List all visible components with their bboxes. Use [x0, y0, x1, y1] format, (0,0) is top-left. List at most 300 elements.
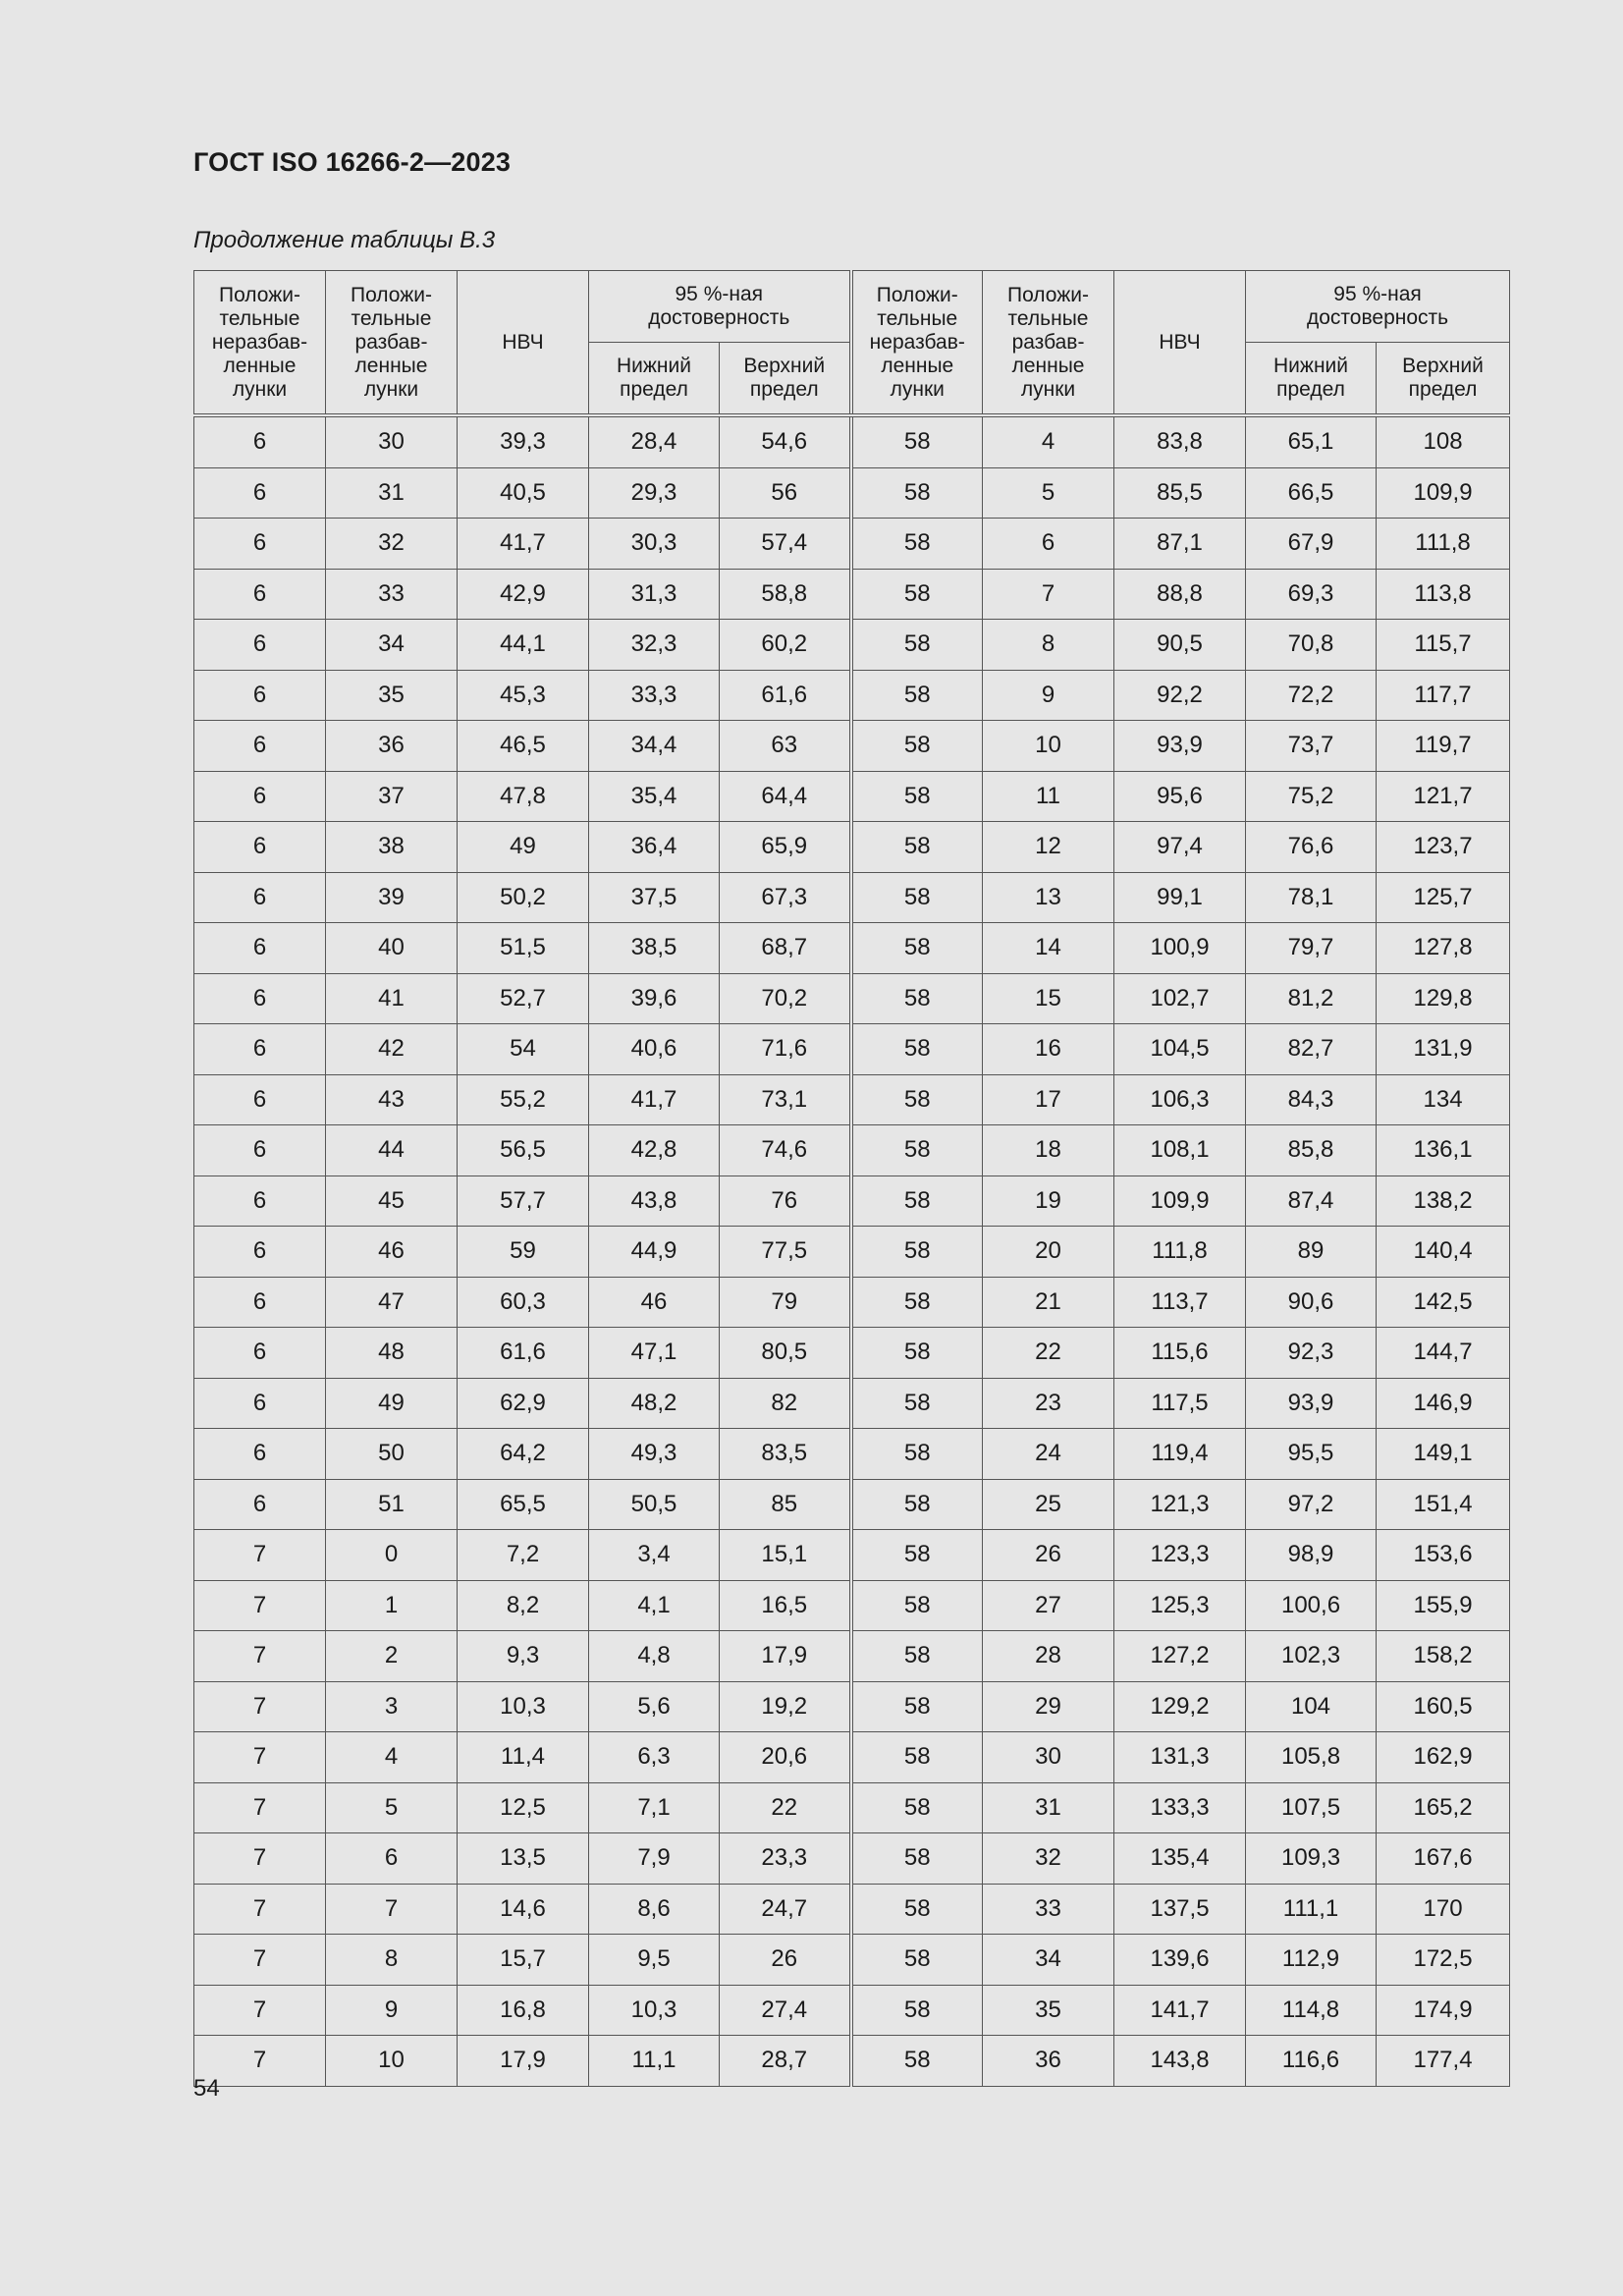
table-cell: 62,9 — [458, 1378, 589, 1429]
table-cell: 113,8 — [1377, 569, 1510, 620]
table-cell: 29 — [983, 1681, 1114, 1732]
table-cell: 137,5 — [1114, 1884, 1246, 1935]
table-cell: 75,2 — [1246, 771, 1377, 822]
table-cell: 16 — [983, 1024, 1114, 1075]
table-cell: 50 — [326, 1429, 458, 1480]
table-cell: 172,5 — [1377, 1935, 1510, 1986]
table-cell: 93,9 — [1246, 1378, 1377, 1429]
table-cell: 125,7 — [1377, 872, 1510, 923]
header-diluted-wells-2: Положи- тельные разбав- ленные лунки — [983, 271, 1114, 416]
table-cell: 6 — [194, 1429, 326, 1480]
table-cell: 7 — [194, 1985, 326, 2036]
table-cell: 31 — [983, 1782, 1114, 1833]
table-cell: 34 — [326, 620, 458, 671]
table-row — [194, 467, 1510, 519]
table-cell: 7 — [194, 1833, 326, 1885]
table-cell: 10 — [983, 721, 1114, 772]
table-row — [194, 1125, 1510, 1176]
table-cell: 85,5 — [1114, 467, 1246, 519]
table-cell: 7,2 — [458, 1530, 589, 1581]
table-cell: 12 — [983, 822, 1114, 873]
table-cell: 8,2 — [458, 1580, 589, 1631]
table-cell: 58 — [851, 1277, 983, 1328]
table-cell: 64,4 — [720, 771, 851, 822]
table-cell: 74,6 — [720, 1125, 851, 1176]
table-cell: 23 — [983, 1378, 1114, 1429]
table-cell: 6 — [194, 1227, 326, 1278]
table-cell: 104 — [1246, 1681, 1377, 1732]
table-cell: 61,6 — [720, 670, 851, 721]
table-cell: 58 — [851, 822, 983, 873]
table-row — [194, 1833, 1510, 1885]
table-cell: 131,9 — [1377, 1024, 1510, 1075]
table-cell: 58 — [851, 1074, 983, 1125]
table-cell: 7,9 — [589, 1833, 720, 1885]
table-cell: 54 — [458, 1024, 589, 1075]
table-row — [194, 822, 1510, 873]
table-cell: 49 — [458, 822, 589, 873]
table-row — [194, 519, 1510, 570]
table-body — [194, 415, 1510, 2086]
table-row — [194, 1024, 1510, 1075]
table-cell: 6 — [194, 620, 326, 671]
table-cell: 7 — [194, 1631, 326, 1682]
table-cell: 6 — [194, 1328, 326, 1379]
table-row — [194, 620, 1510, 671]
table-cell: 7 — [194, 2036, 326, 2087]
table-cell: 41,7 — [589, 1074, 720, 1125]
table-cell: 84,3 — [1246, 1074, 1377, 1125]
table-row — [194, 1479, 1510, 1530]
table-cell: 6 — [194, 973, 326, 1024]
table-cell: 123,3 — [1114, 1530, 1246, 1581]
table-cell: 58 — [851, 1884, 983, 1935]
table-cell: 127,2 — [1114, 1631, 1246, 1682]
table-row — [194, 670, 1510, 721]
table-cell: 50,2 — [458, 872, 589, 923]
table-cell: 131,3 — [1114, 1732, 1246, 1783]
table-cell: 19 — [983, 1175, 1114, 1227]
table-cell: 77,5 — [720, 1227, 851, 1278]
header-undiluted-wells-2: Положи- тельные неразбав- ленные лунки — [851, 271, 983, 416]
table-cell: 39,3 — [458, 415, 589, 467]
table-cell: 20,6 — [720, 1732, 851, 1783]
table-cell: 67,3 — [720, 872, 851, 923]
table-cell: 111,8 — [1377, 519, 1510, 570]
table-cell: 27 — [983, 1580, 1114, 1631]
table-cell: 40 — [326, 923, 458, 974]
table-cell: 37,5 — [589, 872, 720, 923]
table-cell: 6 — [194, 519, 326, 570]
table-cell: 8,6 — [589, 1884, 720, 1935]
table-row — [194, 872, 1510, 923]
table-cell: 32 — [983, 1833, 1114, 1885]
table-cell: 7,1 — [589, 1782, 720, 1833]
table-cell: 6 — [194, 1175, 326, 1227]
table-cell: 46 — [589, 1277, 720, 1328]
table-cell: 22 — [983, 1328, 1114, 1379]
table-cell: 30,3 — [589, 519, 720, 570]
header-undiluted-wells: Положи- тельные неразбав- ленные лунки — [194, 271, 326, 416]
table-cell: 42,9 — [458, 569, 589, 620]
table-cell: 65,1 — [1246, 415, 1377, 467]
table-cell: 107,5 — [1246, 1782, 1377, 1833]
table-cell: 7 — [194, 1530, 326, 1581]
table-cell: 73,1 — [720, 1074, 851, 1125]
table-row — [194, 415, 1510, 467]
table-cell: 42 — [326, 1024, 458, 1075]
table-cell: 48 — [326, 1328, 458, 1379]
table-cell: 5 — [326, 1782, 458, 1833]
table-cell: 11,4 — [458, 1732, 589, 1783]
table-cell: 140,4 — [1377, 1227, 1510, 1278]
table-cell: 60,3 — [458, 1277, 589, 1328]
table-cell: 58 — [851, 1227, 983, 1278]
table-cell: 87,4 — [1246, 1175, 1377, 1227]
table-cell: 70,2 — [720, 973, 851, 1024]
table-cell: 6 — [194, 721, 326, 772]
mpn-table — [193, 270, 1510, 2087]
table-cell: 6 — [194, 872, 326, 923]
table-cell: 37 — [326, 771, 458, 822]
header-upper-limit-2: Верхний предел — [1377, 343, 1510, 416]
table-cell: 117,7 — [1377, 670, 1510, 721]
table-cell: 58 — [851, 467, 983, 519]
table-cell: 7 — [194, 1884, 326, 1935]
table-cell: 58 — [851, 923, 983, 974]
table-cell: 51,5 — [458, 923, 589, 974]
table-cell: 6 — [194, 1024, 326, 1075]
table-row — [194, 771, 1510, 822]
table-cell: 97,2 — [1246, 1479, 1377, 1530]
table-cell: 111,1 — [1246, 1884, 1377, 1935]
table-cell: 79 — [720, 1277, 851, 1328]
table-cell: 56,5 — [458, 1125, 589, 1176]
table-cell: 7 — [194, 1681, 326, 1732]
table-cell: 4,1 — [589, 1580, 720, 1631]
table-cell: 6 — [194, 822, 326, 873]
table-cell: 36 — [326, 721, 458, 772]
table-cell: 13,5 — [458, 1833, 589, 1885]
table-cell: 102,3 — [1246, 1631, 1377, 1682]
table-cell: 6,3 — [589, 1732, 720, 1783]
table-cell: 58,8 — [720, 569, 851, 620]
table-cell: 146,9 — [1377, 1378, 1510, 1429]
table-row — [194, 721, 1510, 772]
table-cell: 58 — [851, 1378, 983, 1429]
table-cell: 133,3 — [1114, 1782, 1246, 1833]
table-cell: 40,6 — [589, 1024, 720, 1075]
table-cell: 58 — [851, 973, 983, 1024]
table-cell: 58 — [851, 1782, 983, 1833]
table-cell: 27,4 — [720, 1985, 851, 2036]
header-mpn: НВЧ — [458, 271, 589, 416]
table-cell: 90,6 — [1246, 1277, 1377, 1328]
table-row — [194, 2036, 1510, 2087]
table-cell: 129,2 — [1114, 1681, 1246, 1732]
table-cell: 45 — [326, 1175, 458, 1227]
table-cell: 102,7 — [1114, 973, 1246, 1024]
table-cell: 11,1 — [589, 2036, 720, 2087]
table-cell: 8 — [326, 1935, 458, 1986]
table-cell: 28,4 — [589, 415, 720, 467]
table-cell: 29,3 — [589, 467, 720, 519]
table-cell: 97,4 — [1114, 822, 1246, 873]
table-cell: 32,3 — [589, 620, 720, 671]
table-cell: 92,3 — [1246, 1328, 1377, 1379]
table-cell: 26 — [983, 1530, 1114, 1581]
table-cell: 162,9 — [1377, 1732, 1510, 1783]
table-cell: 93,9 — [1114, 721, 1246, 772]
table-cell: 0 — [326, 1530, 458, 1581]
table-cell: 61,6 — [458, 1328, 589, 1379]
table-cell: 3,4 — [589, 1530, 720, 1581]
table-cell: 39,6 — [589, 973, 720, 1024]
table-cell: 100,9 — [1114, 923, 1246, 974]
table-row — [194, 1732, 1510, 1783]
table-cell: 58 — [851, 1175, 983, 1227]
table-cell: 44,9 — [589, 1227, 720, 1278]
table-cell: 72,2 — [1246, 670, 1377, 721]
table-cell: 85 — [720, 1479, 851, 1530]
table-cell: 1 — [326, 1580, 458, 1631]
table-row — [194, 1884, 1510, 1935]
table-cell: 153,6 — [1377, 1530, 1510, 1581]
table-cell: 98,9 — [1246, 1530, 1377, 1581]
table-cell: 119,7 — [1377, 721, 1510, 772]
table-cell: 14 — [983, 923, 1114, 974]
table-cell: 47,1 — [589, 1328, 720, 1379]
table-cell: 73,7 — [1246, 721, 1377, 772]
table-cell: 58 — [851, 415, 983, 467]
table-row — [194, 923, 1510, 974]
table-cell: 104,5 — [1114, 1024, 1246, 1075]
table-cell: 20 — [983, 1227, 1114, 1278]
table-cell: 144,7 — [1377, 1328, 1510, 1379]
table-cell: 109,3 — [1246, 1833, 1377, 1885]
table-cell: 6 — [194, 467, 326, 519]
table-cell: 12,5 — [458, 1782, 589, 1833]
table-cell: 15,7 — [458, 1935, 589, 1986]
table-cell: 9,5 — [589, 1935, 720, 1986]
table-cell: 17,9 — [720, 1631, 851, 1682]
table-cell: 13 — [983, 872, 1114, 923]
table-cell: 109,9 — [1114, 1175, 1246, 1227]
table-cell: 58 — [851, 721, 983, 772]
table-row — [194, 1530, 1510, 1581]
table-cell: 35 — [983, 1985, 1114, 2036]
table-cell: 43 — [326, 1074, 458, 1125]
table-cell: 6 — [983, 519, 1114, 570]
table-cell: 41,7 — [458, 519, 589, 570]
table-cell: 106,3 — [1114, 1074, 1246, 1125]
table-cell: 158,2 — [1377, 1631, 1510, 1682]
table-cell: 39 — [326, 872, 458, 923]
table-cell: 41 — [326, 973, 458, 1024]
table-cell: 80,5 — [720, 1328, 851, 1379]
table-cell: 58 — [851, 569, 983, 620]
table-cell: 115,6 — [1114, 1328, 1246, 1379]
table-row — [194, 1328, 1510, 1379]
table-cell: 6 — [194, 569, 326, 620]
table-cell: 44,1 — [458, 620, 589, 671]
table-cell: 18 — [983, 1125, 1114, 1176]
table-cell: 116,6 — [1246, 2036, 1377, 2087]
table-cell: 49,3 — [589, 1429, 720, 1480]
table-cell: 34,4 — [589, 721, 720, 772]
table-cell: 114,8 — [1246, 1985, 1377, 2036]
table-cell: 9 — [326, 1985, 458, 2036]
table-cell: 6 — [194, 923, 326, 974]
table-cell: 129,8 — [1377, 973, 1510, 1024]
table-cell: 63 — [720, 721, 851, 772]
table-cell: 136,1 — [1377, 1125, 1510, 1176]
table-cell: 31 — [326, 467, 458, 519]
table-cell: 70,8 — [1246, 620, 1377, 671]
table-cell: 42,8 — [589, 1125, 720, 1176]
table-cell: 28 — [983, 1631, 1114, 1682]
table-cell: 4 — [983, 415, 1114, 467]
table-row — [194, 1429, 1510, 1480]
table-cell: 65,5 — [458, 1479, 589, 1530]
table-cell: 100,6 — [1246, 1580, 1377, 1631]
table-cell: 123,7 — [1377, 822, 1510, 873]
table-cell: 111,8 — [1114, 1227, 1246, 1278]
table-caption: Продолжение таблицы В.3 — [193, 227, 496, 253]
table-cell: 10,3 — [589, 1985, 720, 2036]
table-cell: 82,7 — [1246, 1024, 1377, 1075]
table-cell: 58 — [851, 1580, 983, 1631]
table-cell: 48,2 — [589, 1378, 720, 1429]
table-cell: 79,7 — [1246, 923, 1377, 974]
table-row — [194, 1074, 1510, 1125]
table-cell: 7 — [194, 1935, 326, 1986]
table-cell: 58 — [851, 1985, 983, 2036]
table-cell: 4 — [326, 1732, 458, 1783]
table-cell: 105,8 — [1246, 1732, 1377, 1783]
table-cell: 76 — [720, 1175, 851, 1227]
table-cell: 46 — [326, 1227, 458, 1278]
table-cell: 81,2 — [1246, 973, 1377, 1024]
table-cell: 22 — [720, 1782, 851, 1833]
table-cell: 9 — [983, 670, 1114, 721]
table-row — [194, 973, 1510, 1024]
table-row — [194, 1175, 1510, 1227]
table-cell: 21 — [983, 1277, 1114, 1328]
table-cell: 36,4 — [589, 822, 720, 873]
table-cell: 58 — [851, 670, 983, 721]
table-cell: 92,2 — [1114, 670, 1246, 721]
table-cell: 112,9 — [1246, 1935, 1377, 1986]
table-cell: 10 — [326, 2036, 458, 2087]
table-cell: 52,7 — [458, 973, 589, 1024]
table-cell: 47 — [326, 1277, 458, 1328]
document-header: ГОСТ ISO 16266-2—2023 — [193, 147, 512, 177]
table-cell: 78,1 — [1246, 872, 1377, 923]
table-cell: 87,1 — [1114, 519, 1246, 570]
table-cell: 6 — [194, 1277, 326, 1328]
table-cell: 90,5 — [1114, 620, 1246, 671]
table-row — [194, 1985, 1510, 2036]
table-cell: 6 — [194, 1125, 326, 1176]
table-cell: 58 — [851, 1024, 983, 1075]
table-cell: 58 — [851, 2036, 983, 2087]
table-cell: 51 — [326, 1479, 458, 1530]
table-cell: 127,8 — [1377, 923, 1510, 974]
table-cell: 58 — [851, 1935, 983, 1986]
table-cell: 141,7 — [1114, 1985, 1246, 2036]
table-cell: 138,2 — [1377, 1175, 1510, 1227]
table-cell: 58 — [851, 519, 983, 570]
table-cell: 58 — [851, 872, 983, 923]
table-cell: 6 — [194, 771, 326, 822]
table-cell: 16,5 — [720, 1580, 851, 1631]
table-cell: 55,2 — [458, 1074, 589, 1125]
table-cell: 7 — [983, 569, 1114, 620]
table-cell: 24 — [983, 1429, 1114, 1480]
header-confidence: 95 %-ная достоверность — [589, 271, 851, 343]
table-cell: 35 — [326, 670, 458, 721]
table-cell: 142,5 — [1377, 1277, 1510, 1328]
table-cell: 135,4 — [1114, 1833, 1246, 1885]
table-cell: 115,7 — [1377, 620, 1510, 671]
table-cell: 143,8 — [1114, 2036, 1246, 2087]
table-cell: 43,8 — [589, 1175, 720, 1227]
table-cell: 151,4 — [1377, 1479, 1510, 1530]
table-cell: 40,5 — [458, 467, 589, 519]
table-cell: 82 — [720, 1378, 851, 1429]
header-upper-limit: Верхний предел — [720, 343, 851, 416]
table-cell: 59 — [458, 1227, 589, 1278]
table-cell: 33 — [983, 1884, 1114, 1935]
table-cell: 95,6 — [1114, 771, 1246, 822]
table-cell: 15,1 — [720, 1530, 851, 1581]
table-cell: 16,8 — [458, 1985, 589, 2036]
table-cell: 139,6 — [1114, 1935, 1246, 1986]
table-cell: 4,8 — [589, 1631, 720, 1682]
table-cell: 67,9 — [1246, 519, 1377, 570]
table-cell: 165,2 — [1377, 1782, 1510, 1833]
table-cell: 34 — [983, 1935, 1114, 1986]
table-row — [194, 1227, 1510, 1278]
table-cell: 5,6 — [589, 1681, 720, 1732]
table-cell: 3 — [326, 1681, 458, 1732]
table-cell: 108 — [1377, 415, 1510, 467]
table-cell: 155,9 — [1377, 1580, 1510, 1631]
table-cell: 6 — [194, 1479, 326, 1530]
table-cell: 6 — [194, 415, 326, 467]
table-cell: 17,9 — [458, 2036, 589, 2087]
table-cell: 58 — [851, 1681, 983, 1732]
table-cell: 57,7 — [458, 1175, 589, 1227]
table-cell: 30 — [326, 415, 458, 467]
table-cell: 26 — [720, 1935, 851, 1986]
table-cell: 89 — [1246, 1227, 1377, 1278]
table-cell: 33 — [326, 569, 458, 620]
table-cell: 71,6 — [720, 1024, 851, 1075]
table-cell: 65,9 — [720, 822, 851, 873]
table-cell: 68,7 — [720, 923, 851, 974]
table-row — [194, 1681, 1510, 1732]
table-row — [194, 1631, 1510, 1682]
table-cell: 177,4 — [1377, 2036, 1510, 2087]
table-cell: 45,3 — [458, 670, 589, 721]
header-confidence-2: 95 %-ная достоверность — [1246, 271, 1510, 343]
header-diluted-wells: Положи- тельные разбав- ленные лунки — [326, 271, 458, 416]
table-cell: 119,4 — [1114, 1429, 1246, 1480]
table-cell: 174,9 — [1377, 1985, 1510, 2036]
table-row — [194, 1580, 1510, 1631]
